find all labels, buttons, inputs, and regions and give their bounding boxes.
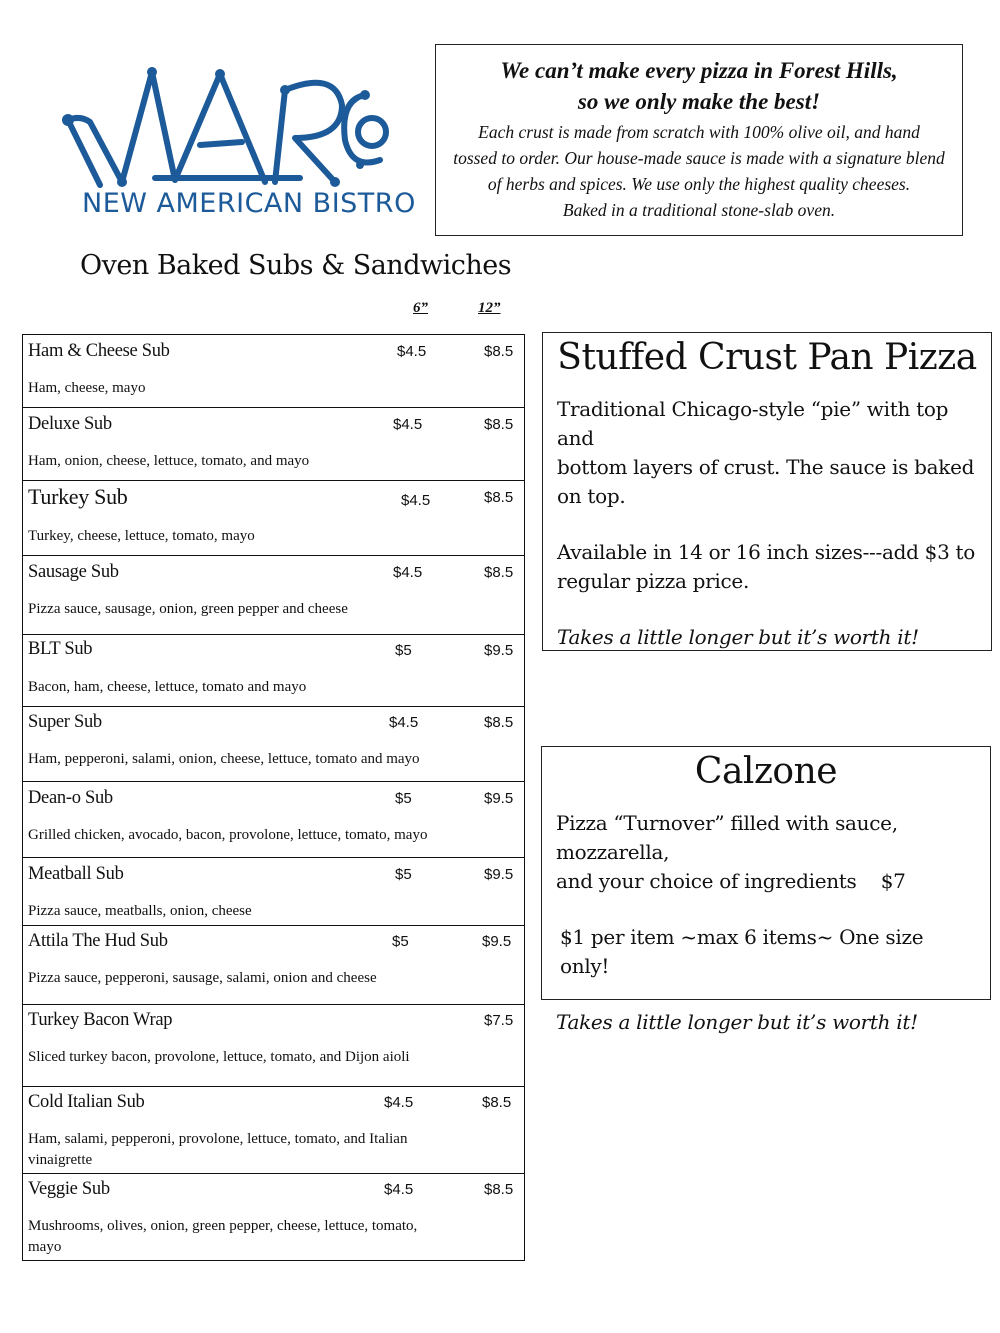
menu-item-desc-line-1: Sliced turkey bacon, provolone, lettuce, tomato, and Dijon aioli bbox=[28, 1049, 410, 1065]
menu-item-desc bbox=[28, 451, 464, 472]
stuffed-line-3: on top. bbox=[557, 484, 626, 508]
menu-item-desc bbox=[28, 677, 464, 698]
menu-item-desc bbox=[28, 901, 464, 922]
menu-item-price-12: $8.5 bbox=[484, 416, 514, 433]
menu-item-desc-line-1: Ham, onion, cheese, lettuce, tomato, and mayo bbox=[28, 453, 310, 469]
menu-row bbox=[23, 480, 524, 555]
calzone-line-3: $1 per item ~max 6 items~ One size only! bbox=[560, 925, 924, 978]
menu-row bbox=[23, 407, 524, 480]
menu-item-price-12: $9.5 bbox=[482, 933, 512, 950]
stuffed-line-5: regular pizza price. bbox=[557, 569, 750, 593]
menu-item-name: Cold Italian Sub bbox=[28, 1092, 145, 1112]
menu-row bbox=[23, 857, 524, 925]
calzone-line-2: and your choice of ingredients $7 bbox=[556, 869, 906, 893]
tagline-box bbox=[435, 44, 963, 236]
menu-item-name: Deluxe Sub bbox=[28, 414, 112, 434]
calzone-title: Calzone bbox=[694, 751, 838, 792]
menu-row bbox=[23, 925, 524, 1004]
subs-section-title: Oven Baked Subs & Sandwiches bbox=[80, 250, 512, 281]
menu-item-price-6: $4.5 bbox=[389, 714, 419, 731]
menu-item-price-6: $4.5 bbox=[397, 343, 427, 360]
menu-item-price-6: $4.5 bbox=[384, 1094, 414, 1111]
tagline-body-line-3: of herbs and spices. We use only the highest quality cheeses. bbox=[487, 174, 911, 194]
menu-item-price-6: $5 bbox=[395, 790, 412, 807]
menu-row bbox=[23, 706, 524, 781]
stuffed-line-2: bottom layers of crust. The sauce is baked bbox=[557, 455, 975, 479]
menu-item-name: Veggie Sub bbox=[28, 1179, 110, 1199]
menu-item-desc bbox=[28, 599, 464, 620]
menu-item-price-6: $5 bbox=[395, 866, 412, 883]
menu-item-price-6: $4.5 bbox=[393, 564, 423, 581]
stuffed-note: Takes a little longer but it’s worth it! bbox=[557, 625, 919, 649]
menu-item-desc-line-1: Grilled chicken, avocado, bacon, provolone, lettuce, tomato, mayo bbox=[28, 827, 428, 843]
menu-item-name: Sausage Sub bbox=[28, 562, 119, 582]
tagline-headline bbox=[436, 55, 962, 117]
tagline-body-line-4: Baked in a traditional stone-slab oven. bbox=[562, 200, 836, 220]
menu-item-desc bbox=[28, 1216, 464, 1258]
menu-item-desc bbox=[28, 526, 464, 547]
menu-row bbox=[23, 1004, 524, 1086]
size-header-12: 12” bbox=[478, 300, 501, 316]
tagline-body-line-1: Each crust is made from scratch with 100% olive oil, and hand bbox=[478, 122, 920, 142]
menu-item-price-12: $8.5 bbox=[484, 564, 514, 581]
menu-item-price-12: $8.5 bbox=[484, 1181, 514, 1198]
menu-item-name: Dean-o Sub bbox=[28, 788, 113, 808]
stuffed-crust-text bbox=[557, 395, 979, 652]
menu-row bbox=[23, 335, 524, 407]
menu-item-desc bbox=[28, 1129, 464, 1171]
menu-item-desc bbox=[28, 968, 464, 989]
menu-item-desc-line-1: Bacon, ham, cheese, lettuce, tomato and mayo bbox=[28, 679, 307, 695]
menu-item-name: Meatball Sub bbox=[28, 864, 124, 884]
menu-item-desc bbox=[28, 825, 504, 846]
menu-item-price-6: $4.5 bbox=[384, 1181, 414, 1198]
menu-item-price-12: $8.5 bbox=[484, 714, 514, 731]
menu-item-price-12: $8.5 bbox=[484, 343, 514, 360]
menu-row bbox=[23, 1086, 524, 1173]
menu-item-name: BLT Sub bbox=[28, 639, 93, 659]
marco-logo bbox=[60, 60, 416, 225]
menu-item-desc bbox=[28, 749, 504, 770]
menu-item-name: Turkey Bacon Wrap bbox=[28, 1010, 173, 1030]
size-header-6: 6” bbox=[413, 300, 428, 316]
menu-item-desc-line-1: Ham, cheese, mayo bbox=[28, 380, 146, 396]
stuffed-crust-box bbox=[542, 332, 992, 651]
subs-menu-table bbox=[22, 334, 525, 1261]
menu-item-price-6: $4.5 bbox=[393, 416, 423, 433]
menu-item-name: Attila The Hud Sub bbox=[28, 931, 168, 951]
menu-item-desc-line-1: Turkey, cheese, lettuce, tomato, mayo bbox=[28, 528, 255, 544]
calzone-note: Takes a little longer but it’s worth it! bbox=[556, 1010, 918, 1034]
calzone-text bbox=[556, 809, 978, 1037]
menu-item-price-6: $5 bbox=[392, 933, 409, 950]
calzone-line-1: Pizza “Turnover” filled with sauce, mozzarella, bbox=[556, 811, 898, 864]
stuffed-line-1: Traditional Chicago-style “pie” with top and bbox=[557, 397, 949, 450]
tagline-body bbox=[436, 119, 962, 223]
menu-item-desc-line-1: Mushrooms, olives, onion, green pepper, cheese, lettuce, tomato, bbox=[28, 1218, 418, 1234]
calzone-box bbox=[541, 746, 991, 1034]
marco-logo-mark-icon bbox=[60, 60, 400, 190]
menu-item-name: Turkey Sub bbox=[28, 484, 128, 509]
menu-item-desc-line-2: vinaigrette bbox=[28, 1152, 93, 1168]
logo-subtitle: NEW AMERICAN BISTRO bbox=[82, 188, 416, 219]
menu-item-price-12: $9.5 bbox=[484, 866, 514, 883]
menu-item-price-12: $8.5 bbox=[482, 1094, 512, 1111]
menu-item-price-12: $7.5 bbox=[484, 1012, 514, 1029]
menu-row bbox=[23, 1173, 524, 1260]
menu-item-desc-line-1: Ham, pepperoni, salami, onion, cheese, lettuce, tomato and mayo bbox=[28, 751, 420, 767]
menu-item-desc-line-1: Pizza sauce, pepperoni, sausage, salami, onion and cheese bbox=[28, 970, 377, 986]
tagline-headline-line-1: We can’t make every pizza in Forest Hills, bbox=[500, 58, 898, 83]
menu-item-price-12: $9.5 bbox=[484, 790, 514, 807]
menu-row bbox=[23, 781, 524, 857]
menu-item-price-12: $9.5 bbox=[484, 642, 514, 659]
menu-item-price-6: $4.5 bbox=[401, 492, 431, 509]
menu-item-price-6: $5 bbox=[395, 642, 412, 659]
menu-row bbox=[23, 555, 524, 634]
menu-item-price-12: $8.5 bbox=[484, 489, 514, 506]
tagline-body-line-2: tossed to order. Our house-made sauce is made with a signature blend bbox=[453, 148, 945, 168]
menu-item-name: Ham & Cheese Sub bbox=[28, 341, 170, 361]
menu-item-desc-line-2: mayo bbox=[28, 1239, 62, 1255]
menu-item-desc bbox=[28, 1047, 504, 1068]
menu-item-desc-line-1: Pizza sauce, sausage, onion, green pepper and cheese bbox=[28, 601, 348, 617]
menu-row bbox=[23, 634, 524, 706]
menu-item-desc-line-1: Ham, salami, pepperoni, provolone, lettuce, tomato, and Italian bbox=[28, 1131, 408, 1147]
menu-item-desc-line-1: Pizza sauce, meatballs, onion, cheese bbox=[28, 903, 252, 919]
menu-item-name: Super Sub bbox=[28, 712, 102, 732]
tagline-headline-line-2: so we only make the best! bbox=[577, 89, 821, 114]
stuffed-line-4: Available in 14 or 16 inch sizes---add $3 to bbox=[557, 540, 976, 564]
menu-item-desc bbox=[28, 378, 464, 399]
stuffed-crust-title: Stuffed Crust Pan Pizza bbox=[557, 337, 977, 378]
